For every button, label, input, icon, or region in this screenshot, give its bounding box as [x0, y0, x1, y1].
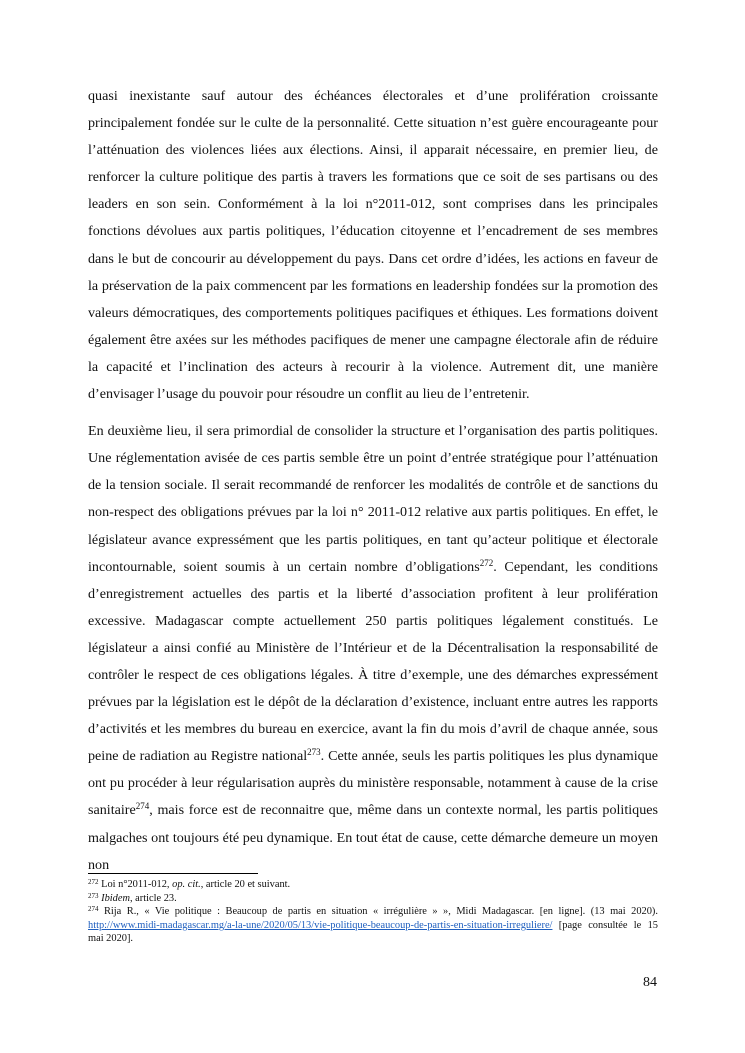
footnote: [88, 892, 658, 906]
paragraph: [88, 418, 658, 879]
footnote-ref: 274: [88, 905, 99, 914]
footnote-ref: 272: [479, 557, 494, 568]
body-text: [88, 83, 658, 889]
text-run: En deuxième lieu, il sera primordial de consolider la structure et l’organisation des partis politiques. Une réglementation avisée de ces partis semble être un point d’entrée stratégique pour l’atténuation de la tension sociale. Il serait recommandé de renforcer les modalités de contrôle et de sanctions du non-respect des obligations prévues par la loi n° 2011-012 relative aux partis politiques. En effet, le législateur avance expressément que les partis politiques, en tant qu’acteur politique et électorale incontournable, soient soumis à un certain nombre d’obligations: [88, 423, 658, 575]
footnote: [88, 878, 658, 892]
footnote-link[interactable]: http://www.midi-madagascar.mg/a-la-une/2020/05/13/vie-politique-beaucoup-de-partis-en-situation-irreguliere/: [88, 919, 553, 931]
footnote: [88, 905, 658, 946]
text-run: Rija R., « Vie politique : Beaucoup de partis en situation « irrégulière » », Midi Madagascar. [en ligne]. (13 mai 2020).: [98, 906, 658, 918]
page-number: 84: [643, 975, 657, 990]
text-run: quasi inexistante sauf autour des échéances électorales et d’une prolifération croissante principalement fondée sur le culte de la personnalité. Cette situation n’est guère encourageante pour l’atténuation des violences liées aux élections. Ainsi, il apparait nécessaire, en premier lieu, de renforcer la culture politique des partis à travers les formations que ce soit de ses partisans ou des leaders en son sein. Conformément à la loi n°2011-012, sont comprises dans les principales fonctions dévolues aux partis politiques, l’éducation citoyenne et l’encadrement de ses membres dans le but de concourir au développement du pays. Dans cet ordre d’idées, les actions en faveur de la préservation de la paix commencent par les formations en leadership fondées sur la promotion des valeurs démocratiques, des comportements politiques pacifiques et éthiques. Les formations doivent également être axées sur les méthodes pacifiques de mener une campagne électorale afin de réduire la capacité et l’inclination des acteurs à recourir à la violence. Autrement dit, une manière d’envisager l’usage du pouvoir pour résoudre un conflit au lieu de l’entretenir.: [88, 88, 658, 403]
text-run: , article 20 et suivant.: [200, 879, 291, 890]
text-run: . Cette année, seuls les partis politiques les plus dynamique ont pu procéder à leur régularisation auprès du ministère responsable, notamment à cause de la crise sanitaire: [88, 748, 658, 819]
text-run: , article 23.: [129, 892, 177, 904]
text-run: . Cependant, les conditions d’enregistrement actuelles des partis et la liberté d’association profitent à leur prolifération excessive. Madagascar compte actuellement 250 partis politiques légalement constitués. Le législateur a ainsi confié au Ministère de l’Intérieur et de la Décentralisation la responsabilité de contrôler le respect de ces obligations légales. À titre d’exemple, une des démarches expressément prévues par la législation est le dépôt de la déclaration d’existence, incluant entre autres les rapports d’activités et les membres du bureau en exercice, avant la fin du mois d’avril de chaque année, sous peine de radiation au Registre national: [88, 558, 659, 765]
paragraph: [88, 83, 658, 408]
text-run: [page consultée le 15 mai 2020].: [88, 919, 658, 945]
footnote-ref: 274: [135, 801, 150, 812]
italic-text: op. cit.: [172, 879, 201, 890]
footnote-ref: 272: [88, 878, 99, 886]
italic-text: Ibidem: [101, 892, 130, 904]
footnote-ref: 273: [307, 747, 321, 758]
footnotes: [88, 878, 658, 946]
footnote-separator: [88, 873, 258, 874]
text-run: Loi n°2011-012,: [98, 879, 173, 890]
text-run: , mais force est de reconnaitre que, même dans un contexte normal, les partis politiques malgaches ont toujours été peu dynamique. En tout état de cause, cette démarche demeure un moyen non: [88, 802, 658, 873]
footnote-ref: 273: [88, 891, 99, 900]
